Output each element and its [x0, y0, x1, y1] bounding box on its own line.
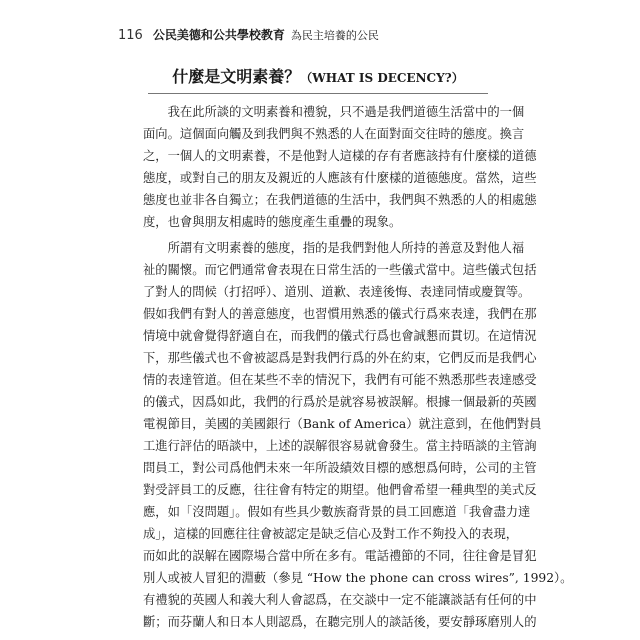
text-line: 對受評員工的反應，往往會有特定的期望。他們會希望一種典型的美式反	[143, 483, 537, 497]
text-line: 成」，這樣的回應往往會被認定是缺乏信心及對工作不夠投入的表現，	[143, 527, 519, 541]
text-line: 之，一個人的文明素養，不是他對人這樣的存有者應該持有什麼樣的道德	[143, 149, 537, 163]
section-heading	[148, 64, 488, 94]
text-line: 應，如「沒問題」。假如有些具少數族裔背景的員工回應道「我會盡力達	[143, 505, 531, 519]
text-line: 所謂有文明素養的態度，指的是我們對他人所持的善意及對他人福	[143, 241, 525, 255]
text-line: 情境中就會覺得舒適自在，而我們的儀式行爲也會誠懇而貫切。在這情況	[143, 329, 537, 343]
text-line: 有禮貌的英國人和義大利人會認爲，在交談中一定不能讓談話有任何的中	[143, 593, 537, 607]
text-line: 的儀式，因爲如此，我們的行爲於是就容易被誤解。根據一個最新的英國	[143, 395, 537, 409]
text-line: 面向。這個面向觸及到我們與不熟悉的人在面對面交往時的態度。換言	[143, 127, 525, 141]
text-line: 別人或被人冒犯的淵藪（參見 “How the phone can cross wires”, 1992）。	[143, 571, 573, 585]
book-title: 公民美德和公共學校教育	[152, 28, 285, 42]
text-line: 我在此所談的文明素養和禮貌，只不過是我們道德生活當中的一個	[143, 105, 525, 119]
text-line: 了對人的問候（打招呼）、道別、道歉、表達後悔、表達同情或慶賀等。	[143, 285, 531, 299]
text-line: 電視節目，美國的美國銀行（Bank of America）就注意到，在他們對員	[143, 417, 542, 431]
section-title-en: （WHAT IS DECENCY?）	[300, 71, 464, 85]
chapter-title: 為民主培養的公民	[290, 29, 379, 42]
section-title-zh: 什麼是文明素養？	[172, 67, 301, 86]
title-underline	[148, 93, 488, 94]
text-line: 祉的關懷。而它們通常會表現在日常生活的一些儀式當中。這些儀式包括	[143, 263, 537, 277]
text-line: 斷；而芬蘭人和日本人則認爲，在聽完別人的談話後，要安靜琢磨別人的	[143, 615, 537, 629]
text-line: 情的表達管道。但在某些不幸的情況下，我們有可能不熟悉那些表達感受	[143, 373, 537, 387]
text-line: 工進行評估的晤談中，上述的誤解很容易就會發生。當主持晤談的主管詢	[143, 439, 537, 453]
page-number: 116	[118, 28, 143, 43]
paragraph-2	[143, 237, 573, 633]
text-line: 態度也並非各自獨立；在我們道德的生活中，我們與不熟悉的人的相處態	[143, 193, 537, 207]
body-text	[143, 101, 573, 633]
text-line: 度，也會與朋友相處時的態度產生重疊的現象。	[143, 215, 402, 229]
text-line: 下，那些儀式也不會被認爲是對我們行爲的外在約束，它們反而是我們心	[143, 351, 537, 365]
section-title	[148, 64, 488, 87]
paragraph-1	[143, 101, 537, 233]
text-line: 問員工，對公司爲他們未來一年所設績效目標的感想爲何時，公司的主管	[143, 461, 537, 475]
text-line: 態度，或對自己的朋友及親近的人應該有什麼樣的道德態度。當然，這些	[143, 171, 537, 185]
text-line: 假如我們有對人的善意態度，也習慣用熟悉的儀式行爲來表達，我們在那	[143, 307, 537, 321]
running-header	[118, 26, 379, 43]
text-line: 而如此的誤解在國際場合當中所在多有。電話禮節的不同，往往會是冒犯	[143, 549, 537, 563]
